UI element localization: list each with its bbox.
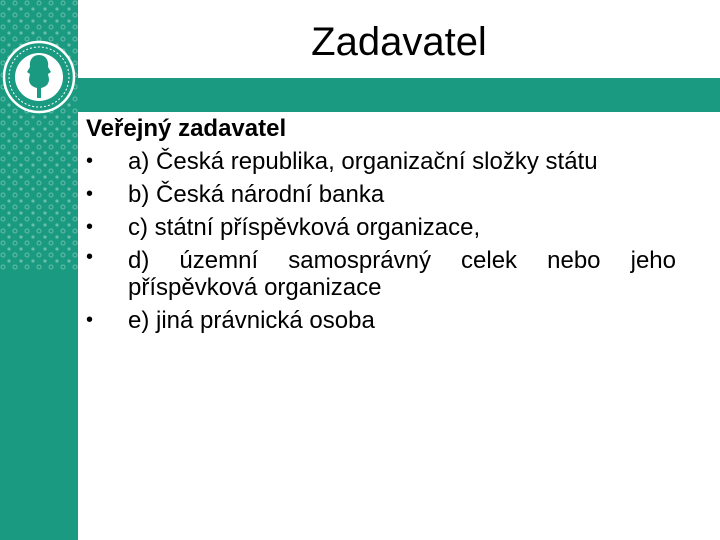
bullet-marker: •: [86, 309, 94, 331]
left-sidebar: [0, 0, 78, 540]
list-item-text: b) Česká národní banka: [128, 181, 385, 208]
bullet-marker: •: [86, 183, 94, 205]
slide-title: Zadavatel: [311, 20, 487, 64]
bullet-marker: •: [86, 246, 94, 268]
list-item: [86, 145, 676, 178]
list-item-text: d) územní samosprávný celek nebo jeho příspěvková organizace: [128, 247, 676, 301]
list-item: [86, 211, 676, 244]
list-item: [86, 304, 676, 337]
list-item: [86, 244, 676, 304]
list-item-text: a) Česká republika, organizační složky státu: [128, 148, 598, 175]
list-item: [86, 178, 676, 211]
bullet-list: [86, 145, 676, 337]
header-accent-band: [78, 78, 720, 112]
university-seal-icon: [2, 40, 76, 114]
content-heading: Veřejný zadavatel: [86, 115, 287, 142]
slide-content: [86, 113, 676, 337]
bullet-marker: •: [86, 216, 94, 238]
list-item-text: c) státní příspěvková organizace,: [128, 214, 481, 241]
list-item-text: e) jiná právnická osoba: [128, 307, 375, 334]
bullet-marker: •: [86, 150, 94, 172]
